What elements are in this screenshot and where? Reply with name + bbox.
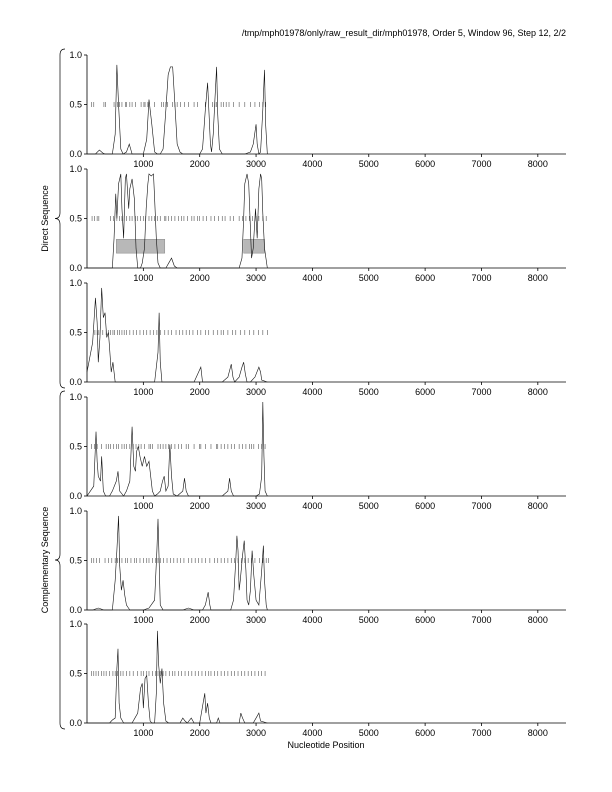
x-tick-label: 6000 <box>415 159 436 169</box>
x-tick-label: 7000 <box>471 387 492 397</box>
y-tick-label: 0.5 <box>69 668 82 679</box>
y-tick-label: 0.0 <box>69 491 82 501</box>
x-tick-label: 5000 <box>358 387 379 397</box>
series-line <box>87 631 267 723</box>
x-tick-label: 2000 <box>189 728 210 738</box>
x-tick-label: 1000 <box>133 615 154 625</box>
x-tick-label: 8000 <box>527 615 548 625</box>
group-brackets <box>40 49 65 729</box>
series-line <box>87 65 267 154</box>
y-tick-label: 0.0 <box>69 263 82 273</box>
y-tick-label: 1.0 <box>69 506 82 516</box>
x-tick-label: 3000 <box>246 159 267 169</box>
x-tick-label: 8000 <box>527 273 548 283</box>
x-tick-label: 4000 <box>302 615 323 625</box>
x-tick-label: 7000 <box>471 615 492 625</box>
y-tick-label: 1.0 <box>69 164 82 174</box>
y-tick-label: 0.5 <box>69 441 82 452</box>
x-tick-label: 2000 <box>189 273 210 283</box>
y-tick-label: 0.0 <box>69 718 82 728</box>
chart-panel-1 <box>69 50 566 169</box>
x-tick-label: 4000 <box>302 728 323 738</box>
x-tick-label: 6000 <box>415 728 436 738</box>
y-tick-label: 0.5 <box>69 327 82 338</box>
x-tick-label: 8000 <box>527 501 548 511</box>
x-tick-label: 4000 <box>302 159 323 169</box>
y-tick-label: 0.0 <box>69 377 82 387</box>
x-tick-label: 5000 <box>358 615 379 625</box>
x-tick-label: 3000 <box>246 273 267 283</box>
chart-panel-3 <box>69 278 566 397</box>
y-tick-label: 1.0 <box>69 278 82 288</box>
y-tick-label: 0.5 <box>69 213 82 224</box>
y-tick-label: 1.0 <box>69 619 82 629</box>
y-tick-label: 0.5 <box>69 555 82 566</box>
x-tick-label: 1000 <box>133 387 154 397</box>
chart-panel-2 <box>69 164 566 283</box>
x-axis-label: Nucleotide Position <box>287 740 365 750</box>
y-tick-label: 1.0 <box>69 392 82 402</box>
series-line <box>87 174 267 268</box>
x-tick-label: 5000 <box>358 501 379 511</box>
y-tick-label: 0.0 <box>69 149 82 159</box>
y-tick-label: 0.5 <box>69 99 82 110</box>
group-label: Direct Sequence <box>40 185 50 252</box>
chart-panel-4 <box>69 392 566 511</box>
highlight-box <box>244 239 265 253</box>
x-tick-label: 6000 <box>415 273 436 283</box>
chart-panels <box>69 50 566 738</box>
x-tick-label: 4000 <box>302 387 323 397</box>
y-tick-label: 0.0 <box>69 605 82 615</box>
x-tick-label: 7000 <box>471 273 492 283</box>
x-tick-label: 1000 <box>133 273 154 283</box>
x-tick-label: 8000 <box>527 387 548 397</box>
x-tick-label: 4000 <box>302 273 323 283</box>
x-tick-label: 5000 <box>358 159 379 169</box>
x-tick-label: 8000 <box>527 728 548 738</box>
x-tick-label: 6000 <box>415 501 436 511</box>
x-tick-label: 3000 <box>246 501 267 511</box>
x-tick-label: 5000 <box>358 728 379 738</box>
y-tick-label: 1.0 <box>69 50 82 60</box>
x-tick-label: 6000 <box>415 387 436 397</box>
x-tick-label: 5000 <box>358 273 379 283</box>
highlight-box <box>116 239 164 253</box>
x-tick-label: 7000 <box>471 501 492 511</box>
x-tick-label: 2000 <box>189 387 210 397</box>
chart-panel-6 <box>69 619 566 738</box>
x-tick-label: 2000 <box>189 159 210 169</box>
x-tick-label: 1000 <box>133 159 154 169</box>
x-tick-label: 3000 <box>246 728 267 738</box>
x-tick-label: 2000 <box>189 501 210 511</box>
x-tick-label: 2000 <box>189 615 210 625</box>
series-line <box>87 402 267 496</box>
figure-title: /tmp/mph01978/only/raw_result_dir/mph01978, Order 5, Window 96, Step 12, 2/2 <box>241 28 566 38</box>
group-label: Complementary Sequence <box>40 506 50 614</box>
x-tick-label: 7000 <box>471 159 492 169</box>
chart-panel-5 <box>69 506 566 625</box>
x-tick-label: 4000 <box>302 501 323 511</box>
group-bracket <box>55 391 65 729</box>
x-tick-label: 8000 <box>527 159 548 169</box>
x-tick-label: 7000 <box>471 728 492 738</box>
x-tick-label: 1000 <box>133 728 154 738</box>
x-tick-label: 3000 <box>246 615 267 625</box>
x-tick-label: 1000 <box>133 501 154 511</box>
x-tick-label: 3000 <box>246 387 267 397</box>
group-bracket <box>55 49 65 388</box>
x-tick-label: 6000 <box>415 615 436 625</box>
